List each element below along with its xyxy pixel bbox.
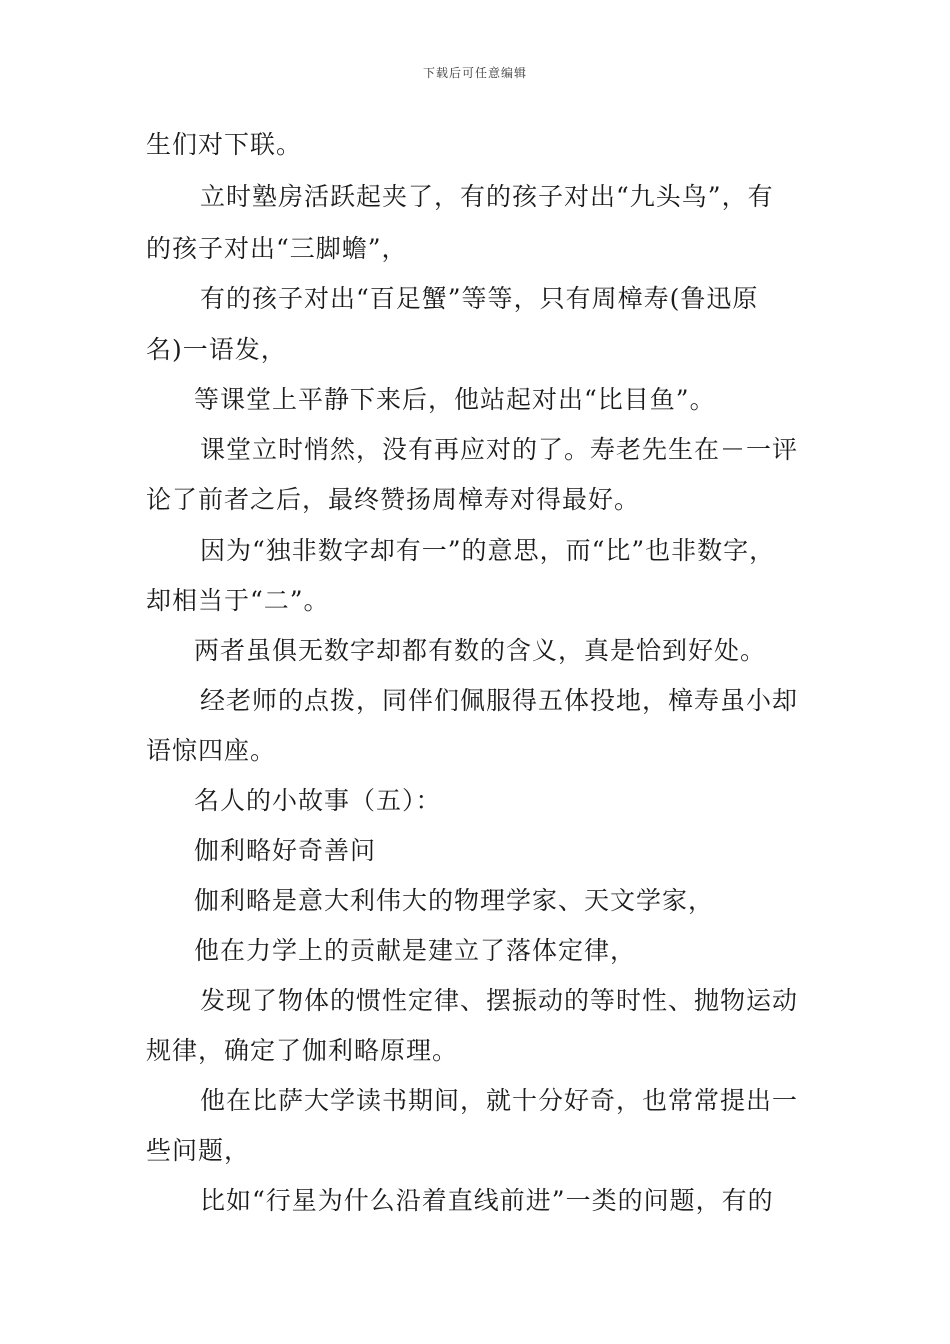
text-line: 有的孩子对出“百足蟹”等等，只有周樟寿(鲁迅原 xyxy=(200,284,759,313)
text-line: 的孩子对出“三脚蟾”， xyxy=(146,234,408,263)
text-line: 因为“独非数字却有一”的意思，而“比”也非数字， xyxy=(200,536,776,565)
text-line: 名)一语发， xyxy=(146,335,287,364)
text-line: 伽利略是意大利伟大的物理学家、天文学家， xyxy=(194,886,715,915)
text-line: 课堂立时悄然，没有再应对的了。寿老先生在－一评 xyxy=(200,435,799,464)
text-line: 伽利略好奇善问 xyxy=(194,836,377,865)
text-line: 论了前者之后，最终赞扬周樟寿对得最好。 xyxy=(146,485,641,514)
page-header: 下载后可任意编辑 xyxy=(422,66,527,80)
text-line: 立时塾房活跃起夹了，有的孩子对出“九头鸟”，有 xyxy=(200,182,774,211)
text-line: 发现了物体的惯性定律、摆振动的等时性、抛物运动 xyxy=(200,986,799,1015)
text-line: 生们对下联。 xyxy=(146,130,303,159)
text-line: 规律，确定了伽利略原理。 xyxy=(146,1036,459,1065)
text-line: 两者虽俱无数字却都有数的含义，真是恰到好处。 xyxy=(194,636,767,665)
text-line: 语惊四座。 xyxy=(146,736,277,765)
text-line: 等课堂上平静下来后，他站起对出“比目鱼”。 xyxy=(194,385,716,414)
text-line: 经老师的点拨，同伴们佩服得五体投地，樟寿虽小却 xyxy=(200,686,799,715)
text-line: 些问题， xyxy=(146,1136,251,1165)
text-line: 他在力学上的贡献是建立了落体定律， xyxy=(194,936,637,965)
text-line: 却相当于“二”。 xyxy=(146,586,330,615)
text-line: 名人的小故事（五）： xyxy=(194,786,442,815)
text-line: 比如“行星为什么沿着直线前进”一类的问题，有的 xyxy=(200,1186,774,1215)
text-line: 他在比萨大学读书期间，就十分好奇，也常常提出一 xyxy=(200,1086,799,1115)
